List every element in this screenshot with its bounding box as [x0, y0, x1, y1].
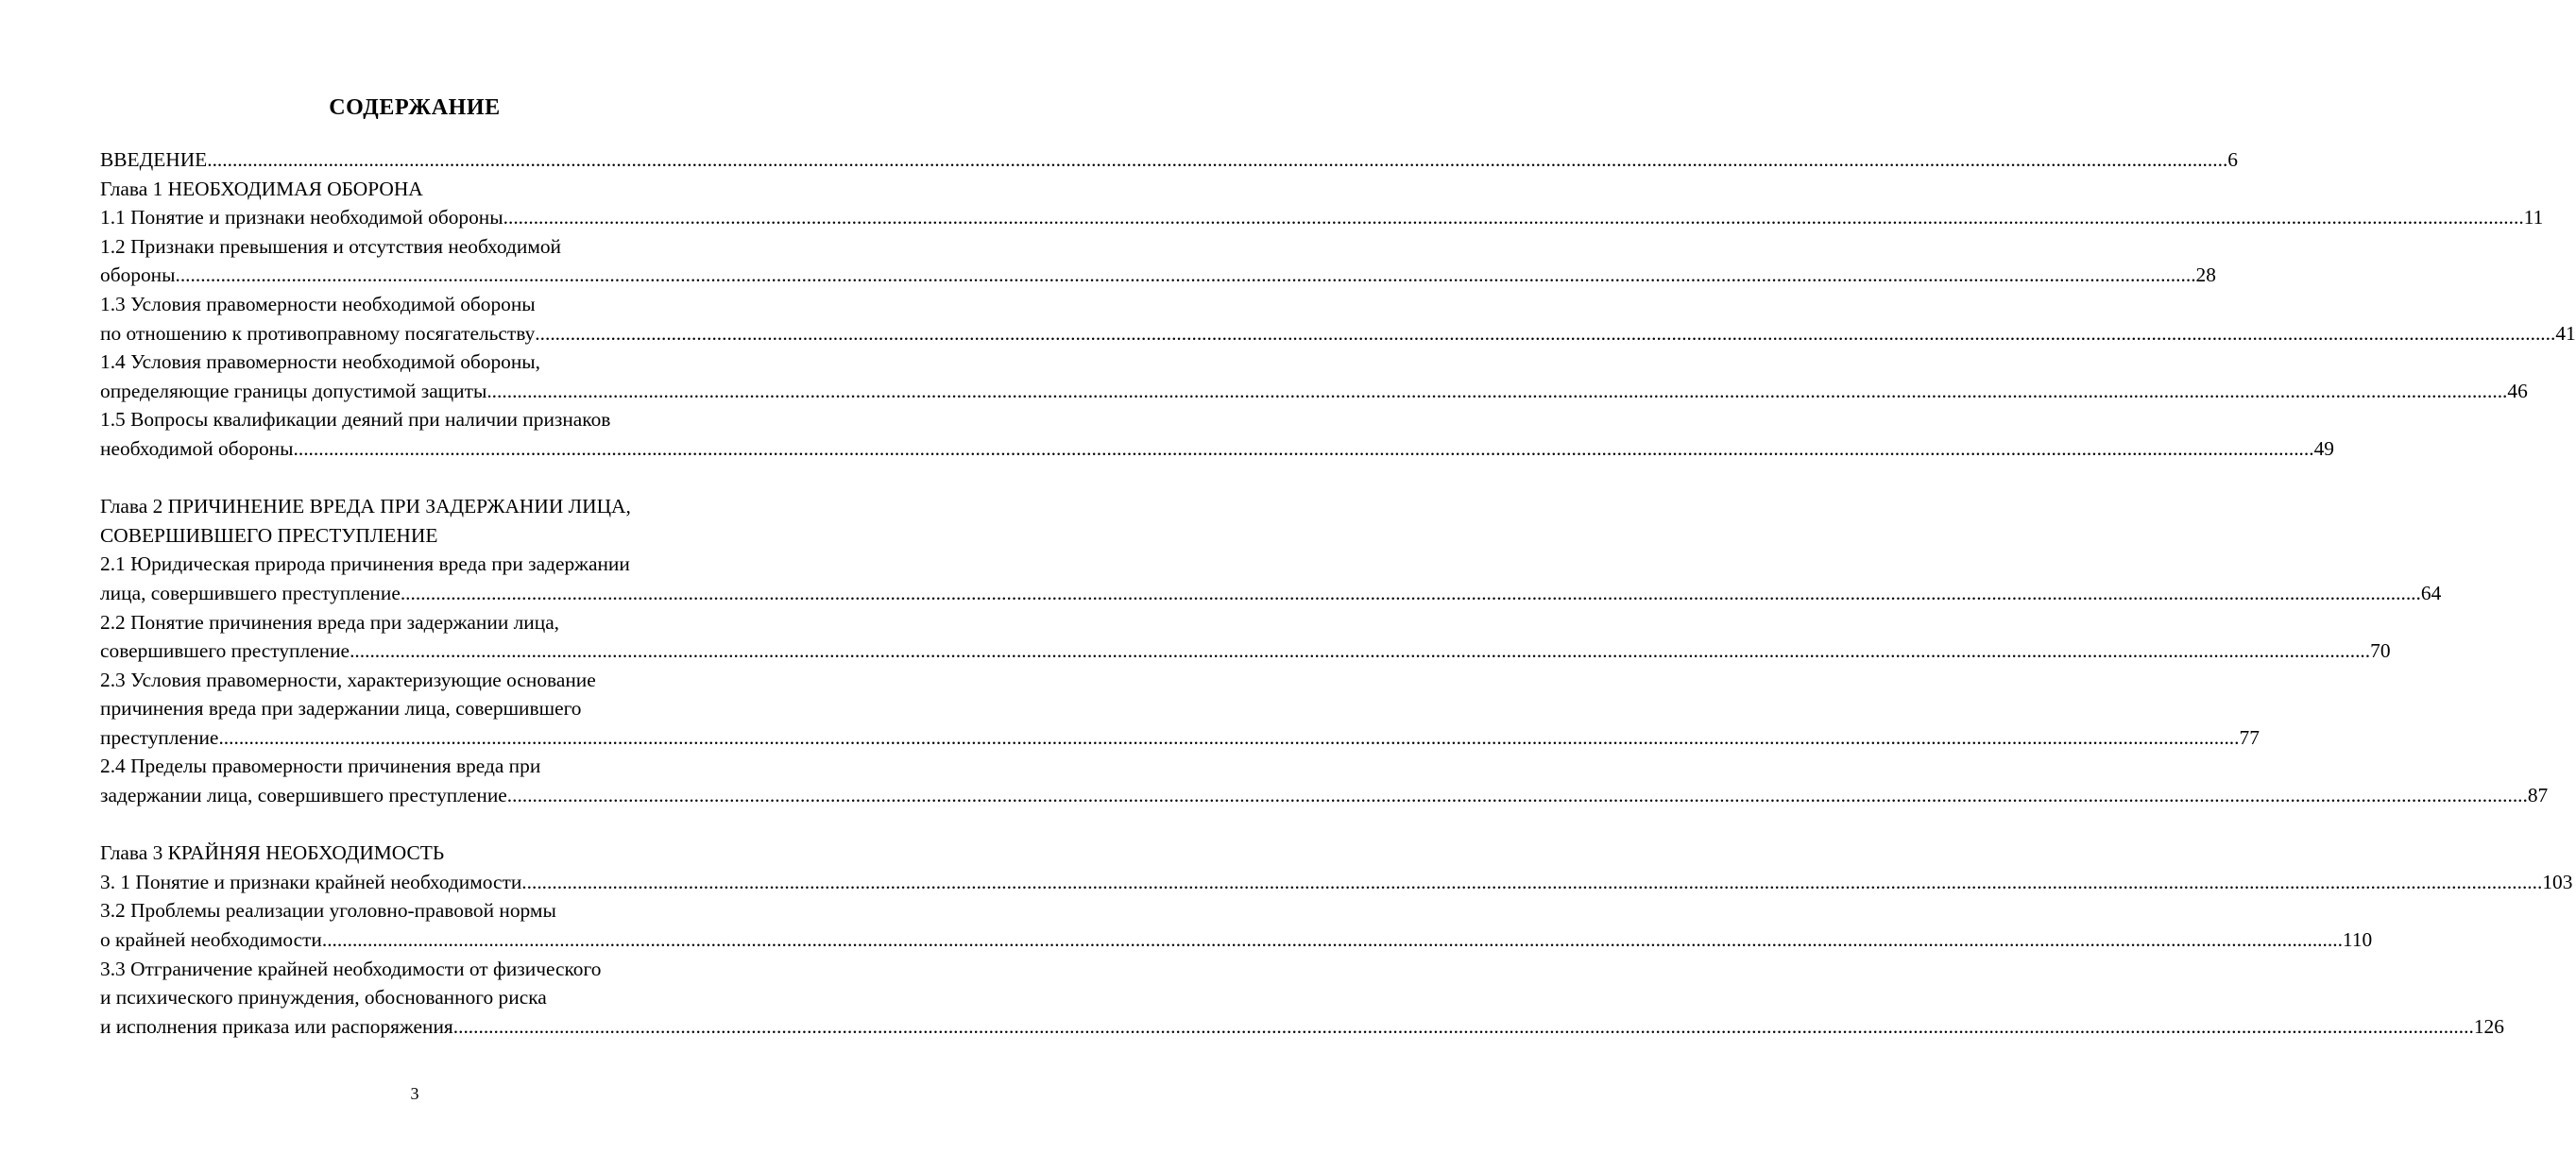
toc-text: о крайней необходимости [100, 928, 322, 952]
toc-page-number: 49 [2313, 436, 2334, 460]
toc-text: 3.2 Проблемы реализации уголовно-правовой нормы [100, 899, 556, 923]
toc-text: ВВЕДЕНИЕ [100, 148, 208, 171]
toc-text: 3.3 Отграничение крайней необходимости от физического [100, 957, 602, 980]
toc-text: задержании лица, совершившего преступление [100, 784, 507, 807]
toc-line [100, 175, 729, 204]
toc-leader-dots: ................................................................................................................................................................................................................................................................................................................................................................................................................ [503, 206, 2524, 229]
toc-line [100, 694, 729, 723]
toc-line [100, 955, 729, 984]
toc-text: 2.4 Пределы правомерности причинения вреда при [100, 755, 541, 778]
toc-text: определяющие границы допустимой защиты [100, 379, 487, 402]
toc-leader-dots: ................................................................................................................................................................................................................................................................................................................................................................................................................ [452, 1014, 2474, 1038]
toc-page-number: 11 [2523, 206, 2544, 229]
toc-spacer [100, 464, 729, 493]
toc-entry [100, 781, 2549, 810]
toc-leader-dots: ................................................................................................................................................................................................................................................................................................................................................................................................................ [293, 436, 2314, 460]
toc-line [100, 666, 729, 695]
toc-text: и психического принуждения, обоснованного риска [100, 986, 547, 1010]
toc-leader-dots: ................................................................................................................................................................................................................................................................................................................................................................................................................ [486, 379, 2508, 402]
toc-entry [100, 261, 2216, 290]
toc-leader-dots: ................................................................................................................................................................................................................................................................................................................................................................................................................ [350, 639, 2371, 663]
toc-page-number: 110 [2342, 928, 2373, 952]
toc-line [100, 839, 729, 868]
toc-line [100, 608, 729, 637]
toc-text: 1.4 Условия правомерности необходимой обороны, [100, 350, 541, 374]
toc-text: 2.3 Условия правомерности, характеризующие основание [100, 668, 596, 691]
toc-page-number: 41 [2555, 321, 2576, 345]
toc-line [100, 752, 729, 781]
toc-leader-dots: ................................................................................................................................................................................................................................................................................................................................................................................................................ [207, 148, 2228, 171]
toc-entry [100, 723, 2260, 753]
toc-page-number: 64 [2420, 581, 2442, 604]
toc-text: преступление [100, 725, 219, 749]
toc-text: СОВЕРШИВШЕГО ПРЕСТУПЛЕНИЕ [100, 523, 438, 547]
toc-spacer [100, 810, 729, 840]
toc-entry [100, 145, 2238, 175]
toc-leader-dots: ................................................................................................................................................................................................................................................................................................................................................................................................................ [521, 870, 2543, 893]
page-number: 3 [410, 1084, 419, 1103]
toc-text: 1.3 Условия правомерности необходимой обороны [100, 292, 536, 315]
toc-text: 2.1 Юридическая природа причинения вреда при задержании [100, 552, 630, 576]
toc-page-number: 126 [2473, 1014, 2504, 1038]
toc-leader-dots: ................................................................................................................................................................................................................................................................................................................................................................................................................ [321, 928, 2343, 952]
toc-leader-dots: ................................................................................................................................................................................................................................................................................................................................................................................................................ [506, 784, 2528, 807]
toc-text: 1.1 Понятие и признаки необходимой обороны [100, 206, 503, 229]
page-title: СОДЕРЖАНИЕ [329, 95, 501, 120]
toc-line [100, 348, 729, 377]
toc-line [100, 232, 729, 262]
toc-text: 3. 1 Понятие и признаки крайней необходимости [100, 870, 522, 893]
toc-text: необходимой обороны [100, 436, 294, 460]
toc-page-number: 103 [2542, 870, 2573, 893]
toc-page-number: 70 [2370, 639, 2391, 663]
toc-text: и исполнения приказа или распоряжения [100, 1014, 453, 1038]
toc-leader-dots: ................................................................................................................................................................................................................................................................................................................................................................................................................ [535, 321, 2556, 345]
table-of-contents [100, 145, 2576, 1041]
toc-line [100, 492, 729, 521]
toc-leader-dots: ................................................................................................................................................................................................................................................................................................................................................................................................................ [175, 263, 2196, 287]
toc-text: 1.2 Признаки превышения и отсутствия необходимой [100, 234, 561, 258]
toc-text: Глава 3 КРАЙНЯЯ НЕОБХОДИМОСТЬ [100, 841, 445, 865]
toc-line [100, 290, 729, 319]
toc-entry [100, 319, 2576, 348]
toc-line [100, 896, 729, 925]
toc-page-number: 46 [2507, 379, 2528, 402]
toc-leader-dots: ................................................................................................................................................................................................................................................................................................................................................................................................................ [400, 581, 2421, 604]
toc-entry [100, 925, 2373, 955]
toc-text: совершившего преступление [100, 639, 350, 663]
toc-entry [100, 203, 2544, 232]
toc-line [100, 983, 729, 1012]
toc-entry [100, 1012, 2504, 1042]
toc-entry [100, 377, 2528, 406]
toc-entry [100, 434, 2334, 464]
toc-page-number: 87 [2527, 784, 2549, 807]
toc-entry [100, 868, 2573, 897]
toc-page-number: 6 [2227, 148, 2238, 171]
toc-text: Глава 1 НЕОБХОДИМАЯ ОБОРОНА [100, 177, 423, 200]
toc-line [100, 550, 729, 579]
toc-leader-dots: ................................................................................................................................................................................................................................................................................................................................................................................................................ [218, 725, 2240, 749]
toc-line [100, 405, 729, 434]
toc-text: причинения вреда при задержании лица, совершившего [100, 697, 582, 721]
toc-text: 2.2 Понятие причинения вреда при задержании лица, [100, 610, 560, 634]
toc-text: по отношению к противоправному посягательству [100, 321, 536, 345]
toc-page-number: 28 [2195, 263, 2216, 287]
toc-entry [100, 636, 2391, 666]
toc-text: лица, совершившего преступление [100, 581, 401, 604]
toc-entry [100, 579, 2442, 608]
toc-page-number: 77 [2239, 725, 2260, 749]
toc-line [100, 521, 729, 551]
toc-text: 1.5 Вопросы квалификации деяний при наличии признаков [100, 408, 611, 432]
toc-text: Глава 2 ПРИЧИНЕНИЕ ВРЕДА ПРИ ЗАДЕРЖАНИИ ЛИЦА, [100, 495, 631, 518]
toc-text: обороны [100, 263, 176, 287]
